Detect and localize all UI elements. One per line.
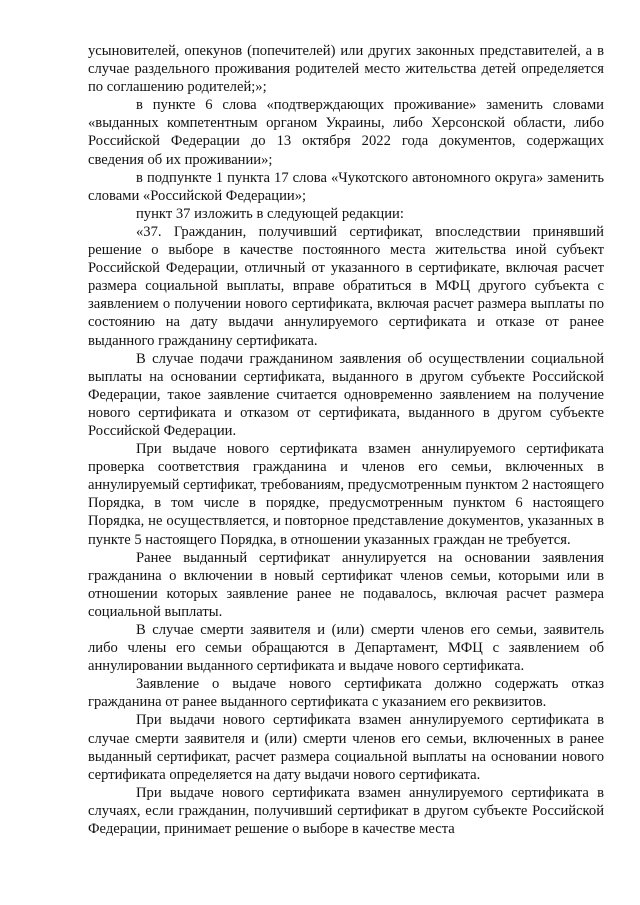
paragraph-7: При выдаче нового сертификата взамен аннулируемого сертификата проверка соответствия гражданина и членов его семьи, включенных в аннулируемый сертификат, требованиям, предусмотренным пунктом 2 настоящего Порядка, в том числе в порядке, предусмотренным пунктом 6 настоящего Порядка, не осуществляется, и повторное представление документов, указанных в пункте 5 настоящего Порядка, в отношении указанных граждан не требуется. bbox=[88, 441, 604, 548]
paragraph-1: усыновителей, опекунов (попечителей) или других законных представителей, а в случае раздельного проживания родителей место жительства детей определяется по соглашению родителей;»; bbox=[88, 43, 604, 96]
document-body bbox=[88, 42, 604, 838]
paragraph-6: В случае подачи гражданином заявления об осуществлении социальной выплаты на основании сертификата, выданного в другом субъекте Российской Федерации, такое заявление считается одновременно заявлением на получение нового сертификата и отказом от сертификата, выданного в другом субъекте Российской Федерации. bbox=[88, 350, 604, 439]
paragraph-2: в пункте 6 слова «подтверждающих проживание» заменить словами «выданных компетентным органом Украины, либо Херсонской области, либо Российской Федерации до 13 октября 2022 года документов, содержащих сведения об их проживании»; bbox=[88, 97, 604, 168]
paragraph-3: в подпункте 1 пункта 17 слова «Чукотского автономного округа» заменить словами «Российской Федерации»; bbox=[88, 169, 604, 204]
paragraph-5: «37. Гражданин, получивший сертификат, впоследствии принявший решение о выборе в качестве постоянного места жительства иной субъект Российской Федерации, отличный от указанного в сертификате, включая расчет размера социальной выплаты, вправе обратиться в МФЦ другого субъекта с заявлением о получении нового сертификата, включая расчет размера выплаты по состоянию на дату выдачи аннулируемого сертификата и отказе от ранее выданного гражданину сертификата. bbox=[88, 223, 604, 349]
paragraph-8: Ранее выданный сертификат аннулируется на основании заявления гражданина о включении в новый сертификат членов семьи, которыми или в отношении которых заявление ранее не подавалось, включая расчет размера социальной выплаты. bbox=[88, 549, 604, 620]
paragraph-11: При выдачи нового сертификата взамен аннулируемого сертификата в случае смерти заявителя и (или) смерти членов его семьи, включенных в ранее выданный сертификат, расчет размера социальной выплаты на основании нового сертификата определяется на дату выдачи нового сертификата. bbox=[88, 712, 604, 783]
paragraph-12: При выдаче нового сертификата взамен аннулируемого сертификата в случаях, если гражданин, получивший сертификат в другом субъекте Российской Федерации, принимает решение о выборе в качестве места bbox=[88, 784, 604, 838]
paragraph-9: В случае смерти заявителя и (или) смерти членов его семьи, заявитель либо члены его семьи обращаются в Департамент, МФЦ с заявлением об аннулировании выданного сертификата и выдаче нового сертификата. bbox=[88, 622, 604, 675]
paragraph-4: пункт 37 изложить в следующей редакции: bbox=[136, 205, 404, 222]
paragraph-10: Заявление о выдаче нового сертификата должно содержать отказ гражданина от ранее выданного сертификата с указанием его реквизитов. bbox=[88, 676, 604, 711]
